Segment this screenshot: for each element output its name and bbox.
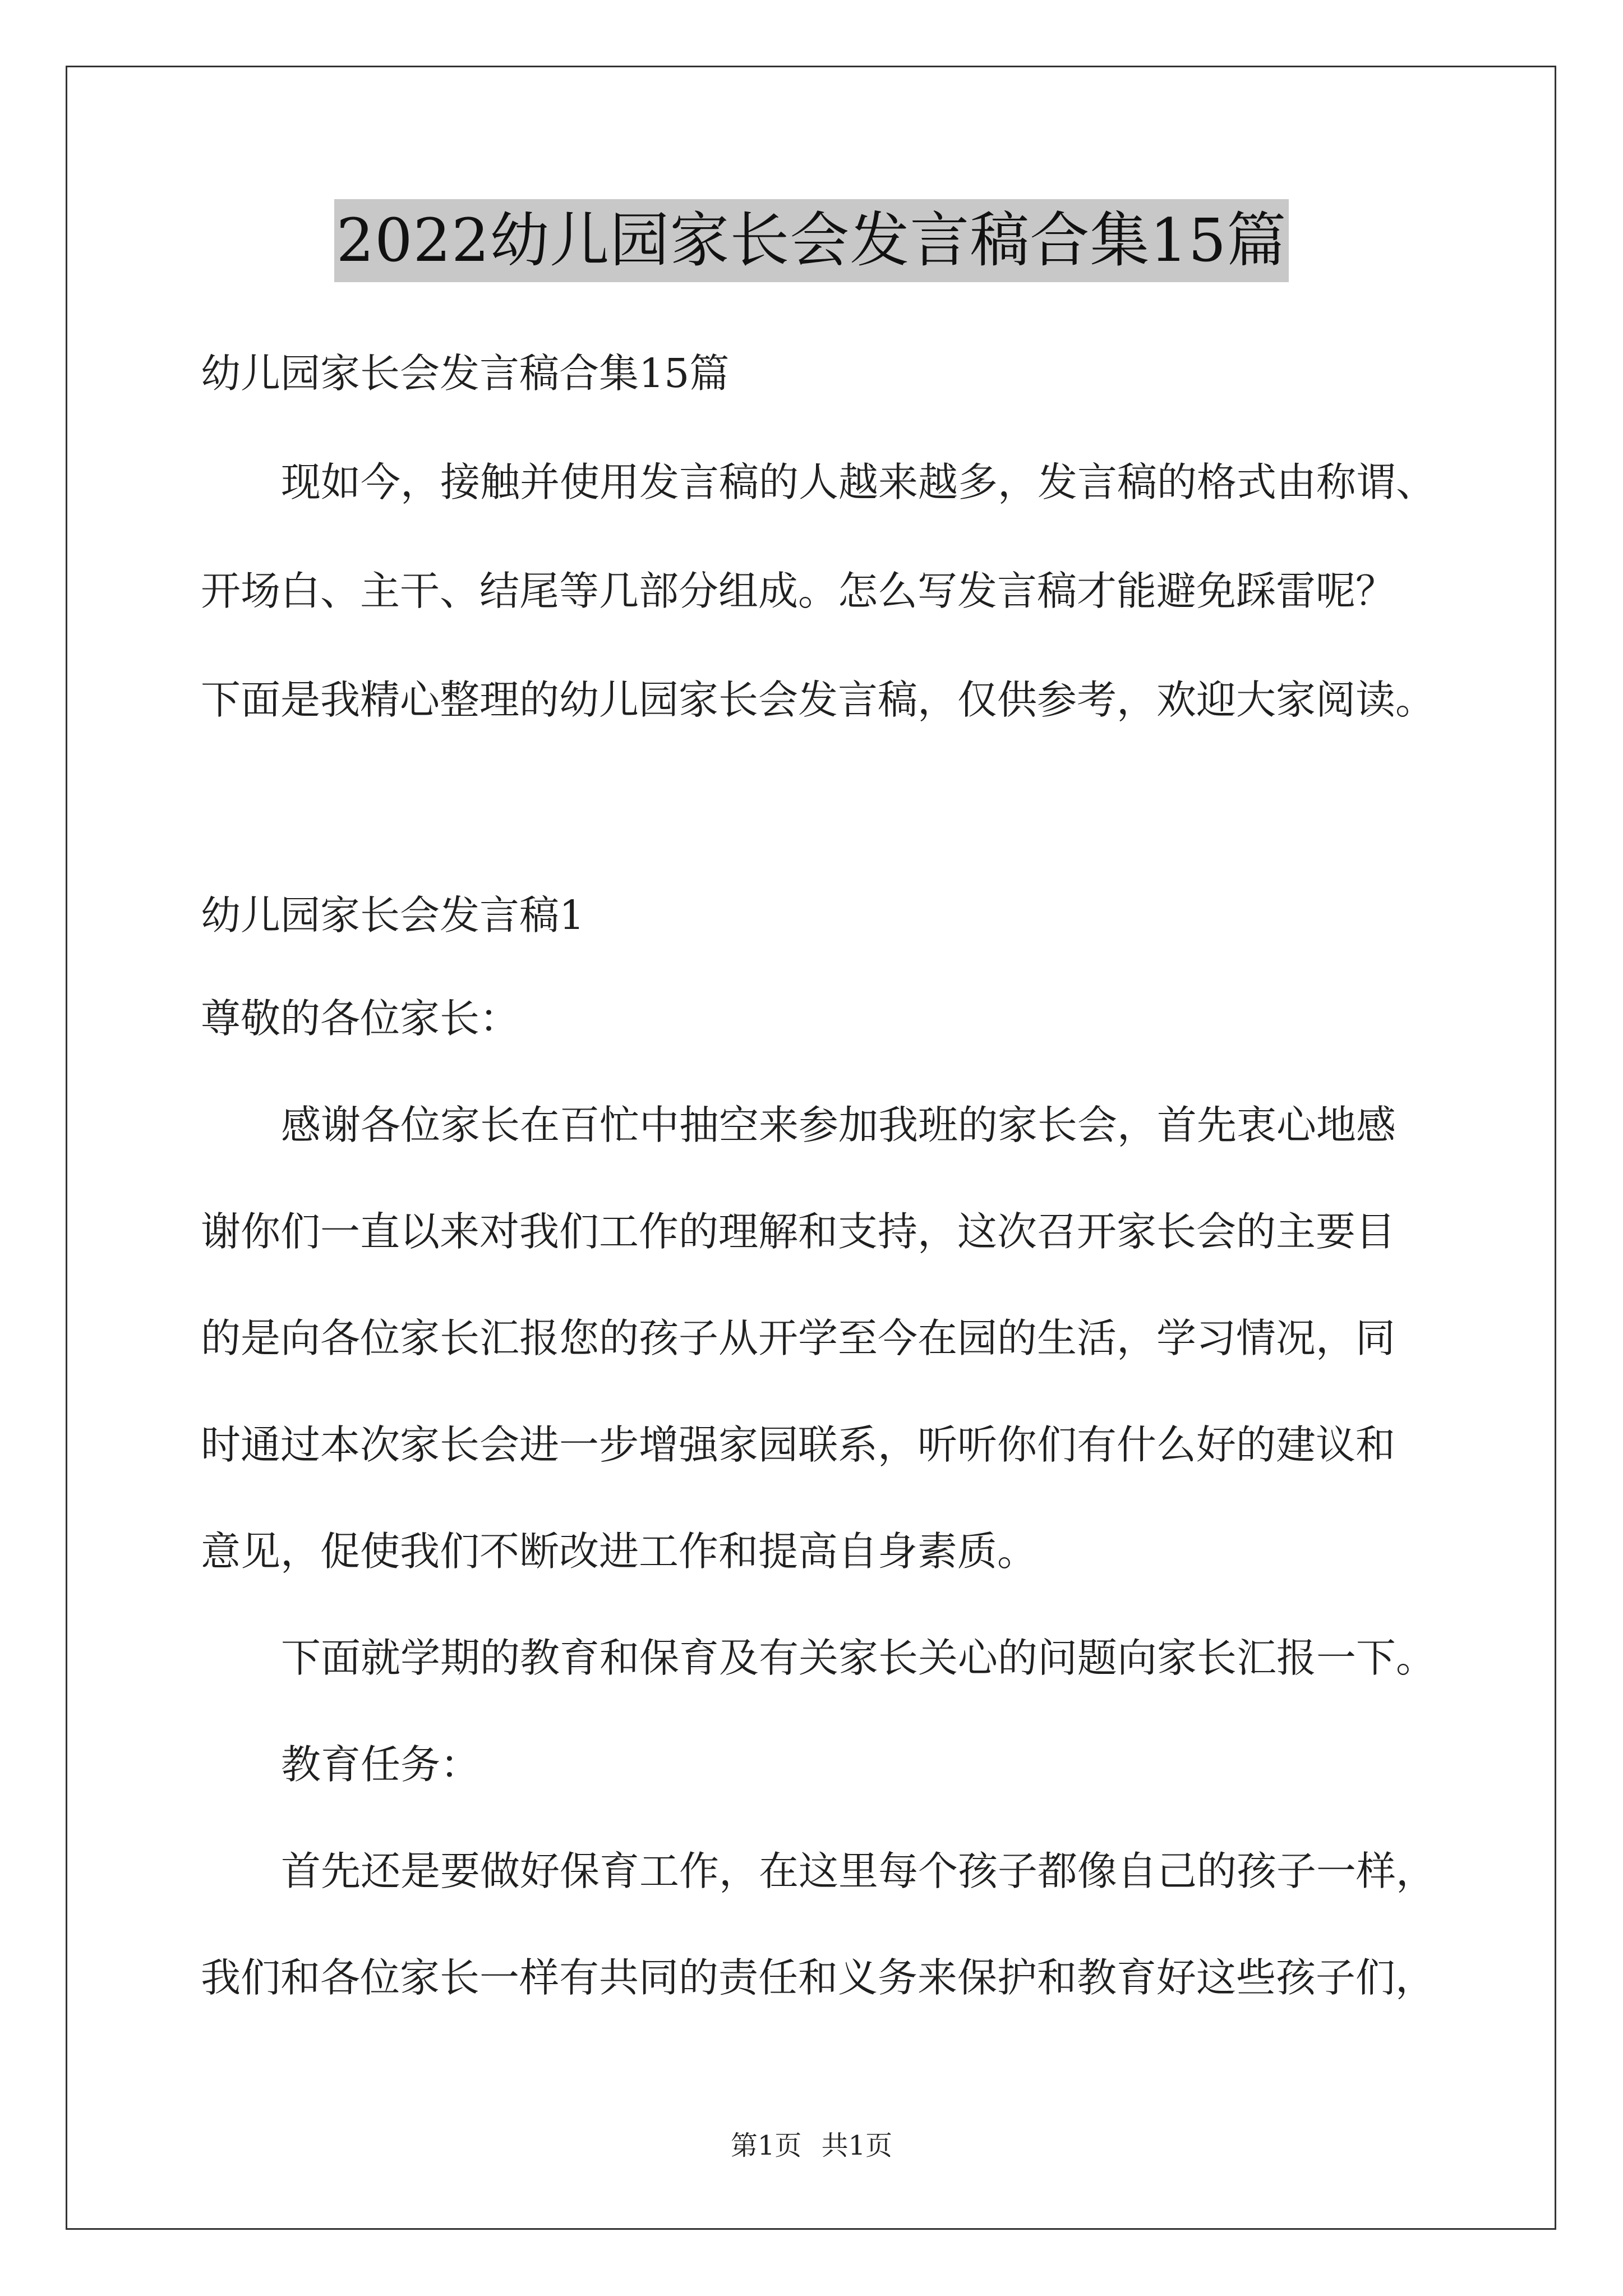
- paragraph1-line-5: 意见，促使我们不断改进工作和提高自身素质。: [201, 1528, 1038, 1575]
- document-title: 2022幼儿园家长会发言稿合集15篇: [334, 199, 1289, 282]
- intro-line-1: 现如今，接触并使用发言稿的人越来越多，发言稿的格式由称谓、: [281, 459, 1436, 505]
- intro-line-3: 下面是我精心整理的幼儿园家长会发言稿，仅供参考，欢迎大家阅读。: [201, 677, 1436, 723]
- paragraph4-line-1: 首先还是要做好保育工作，在这里每个孩子都像自己的孩子一样，: [281, 1848, 1436, 1894]
- section-heading: 幼儿园家长会发言稿1: [201, 892, 585, 938]
- paragraph1-line-4: 时通过本次家长会进一步增强家园联系，听听你们有什么好的建议和: [201, 1421, 1396, 1468]
- salutation: 尊敬的各位家长：: [201, 995, 520, 1042]
- page-footer: [0, 2129, 1623, 2162]
- title-container: [0, 199, 1623, 282]
- paragraph1-line-3: 的是向各位家长汇报您的孩子从开学至今在园的生活，学习情况，同: [201, 1315, 1396, 1361]
- paragraph1-line-2: 谢你们一直以来对我们工作的理解和支持，这次召开家长会的主要目: [201, 1208, 1396, 1255]
- document-subtitle: 幼儿园家长会发言稿合集15篇: [201, 350, 730, 397]
- paragraph3: 教育任务：: [281, 1741, 481, 1788]
- paragraph1-line-1: 感谢各位家长在百忙中抽空来参加我班的家长会，首先衷心地感: [281, 1102, 1396, 1148]
- paragraph4-line-2: 我们和各位家长一样有共同的责任和义务来保护和教育好这些孩子们，: [201, 1954, 1436, 2001]
- page-number-total: 共1页: [821, 2130, 893, 2161]
- page-number-current: 第1页: [730, 2130, 802, 2161]
- paragraph2: 下面就学期的教育和保育及有关家长关心的问题向家长汇报一下。: [281, 1635, 1436, 1681]
- intro-line-2: 开场白、主干、结尾等几部分组成。怎么写发言稿才能避免踩雷呢？: [201, 568, 1396, 614]
